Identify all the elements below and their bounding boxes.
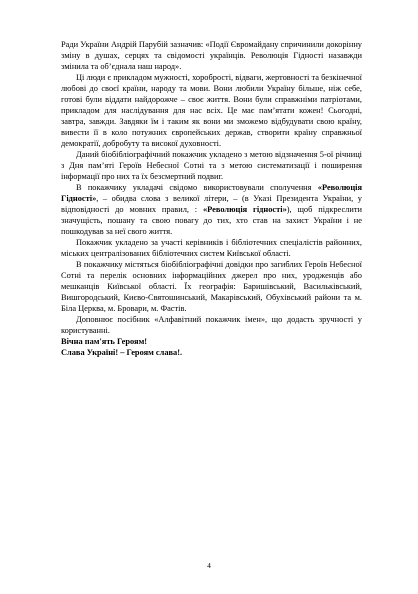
paragraph-4 — [61, 182, 362, 237]
page-number: 4 — [207, 561, 211, 570]
paragraph-4-text-a: В покажчику укладачі свідомо використовували сполучення — [76, 183, 318, 192]
term-revolution-dignity-capital: «Революція Гідності» — [61, 183, 362, 203]
closing-line-1: Вічна пам'ять Героям! — [61, 337, 148, 346]
paragraph-4-text-e: ), щоб підкреслити значущість, пошану та свою повагу до тих, хто став на захист України і не пошкодував за неї свого життя. — [61, 205, 362, 236]
paragraph-6: В покажчику містяться біобібліографічні довідки про загиблих Героїв Небесної Сотні та перелік основних інформаційних джерел про них, уродженців або мешканців Київської області. Їх географія: Баришівський, Васильківський, Вишгородський, Києво-Святошинський, Макарівський, Обухівський райони та м. Біла Церква, м. Бровари, м. Фастів. — [61, 260, 362, 313]
body-text — [61, 39, 362, 358]
paragraph-3: Даний біобібліографічний покажчик укладено з метою відзначення 5-ої річниці з Дня пам’яті Героїв Небесної Сотні та з метою систематизації і поширення інформації про них та їх безсмертний подвиг. — [61, 150, 362, 181]
paragraph-2: Ці люди є прикладом мужності, хоробрості, відваги, жертовності та безкінечної любові до своєї країни, народу та мови. Вони любили Україну більше, ніж себе, готові були віддати найдорожче – своє життя. Вони були справжніми патріотами, прикладом для наслідування для нас всіх. Це має пам’ятати кожен! Сьогодні, завтра, завжди. Завдяки їм і таким як вони ми зможемо відбудувати свою країну, вивести її в коло потужних європейських держав, створити країну справжньої демократії, добробуту та високої духовності. — [61, 73, 362, 148]
paragraph-7: Доповнює посібник «Алфавітний покажчик імен», що додасть зручності у користуванні. — [61, 315, 362, 335]
paragraph-1: Ради України Андрій Парубій зазначив: «Події Євромайдану спричинили докорінну зміну в душах, серцях та свідомості українців. Революція Гідності назавжди змінила та об’єднала наш народ». — [61, 40, 362, 71]
term-revolution-dignity-lower: «Революція гідності» — [202, 205, 287, 214]
paragraph-5: Покажчик укладено за участі керівників і бібліотечних спеціалістів районних, міських централізованих бібліотечних систем Київської області. — [61, 238, 362, 258]
paragraph-4-text-c: , – обидва слова з великої літери, – (в Указі Президента України, у відповідності до мовних правил, : — [61, 194, 362, 214]
closing-line-2: Слава Україні! – Героям слава!. — [61, 348, 183, 357]
